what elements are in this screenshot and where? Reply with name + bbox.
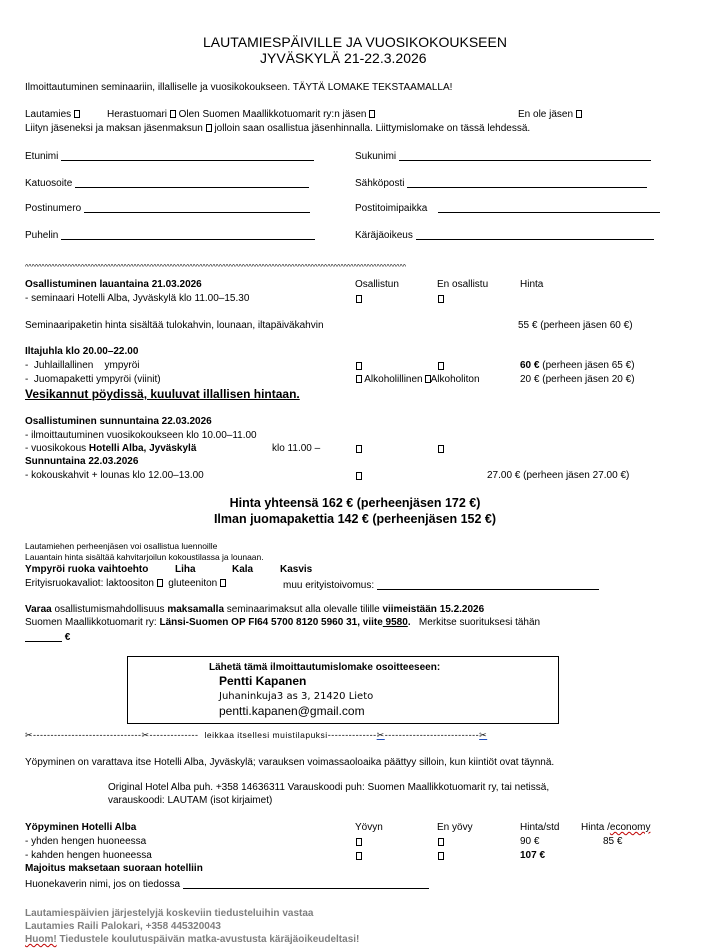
bank-account (25, 617, 540, 628)
join-label-after: jolloin saan osallistua jäsenhinnalla. Liittymislomake on tässä lehdessä. (214, 123, 531, 134)
seminar-not-attend-checkbox[interactable] (438, 295, 444, 303)
payment-text: Varaa (25, 604, 52, 615)
account-number: Länsi-Suomen OP FI64 5700 8120 5960 31, viite (159, 617, 383, 628)
dinner-item: - Juhlaillallinen ympyröi (25, 360, 140, 371)
scissors-icon: ✂ (141, 730, 150, 740)
single-no-stay-checkbox[interactable] (438, 838, 444, 846)
postinumero-field[interactable] (25, 201, 310, 214)
col-price-economy (581, 822, 650, 833)
sukunimi-label: Sukunimi (355, 151, 397, 162)
footer-note-label: Huom! (25, 934, 57, 945)
meeting-not-attend-checkbox[interactable] (438, 445, 444, 453)
etunimi-field[interactable] (25, 149, 314, 162)
single-eco-price: 85 € (603, 836, 623, 847)
join-label: Liityn jäseneksi ja maksan jäsenmaksun (25, 123, 203, 134)
karajaoikeus-field[interactable] (355, 228, 654, 241)
gluten-free-label: gluteeniton (168, 578, 218, 589)
hotel-contact-1: Original Hotel Alba puh. +358 14636311 Varauskoodi puh: Suomen Maallikkotuomarit ry, tai netissä, (108, 782, 550, 793)
herastuomari-label: Herastuomari (107, 109, 168, 120)
water-note: Vesikannut pöydissä, kuuluvat illallisen hintaan. (25, 387, 300, 401)
food-option-liha[interactable]: Liha (175, 564, 196, 575)
hotel-notice: Yöpyminen on varattava itse Hotelli Alba, Jyväskylä; varauksen voimassaoloaika päättyy silloin, kun kiintiöt ovat täynnä. (25, 757, 555, 768)
drinks-options (356, 374, 480, 385)
footer-line-1: Lautamiespäivien järjestelyjä koskeviin tiedusteluihin vastaa (25, 908, 314, 919)
footer-line-2: Lautamies Raili Palokari, +358 445320043 (25, 921, 221, 932)
katuosoite-label: Katuosoite (25, 178, 73, 189)
saturday-price-note: Lauantain hinta sisältää kahvitarjoilun kokoustilassa ja lounaan. (25, 552, 264, 562)
pay-direct-note: Majoitus maksetaan suoraan hotelliin (25, 863, 203, 874)
single-stay-checkbox[interactable] (356, 838, 362, 846)
herastuomari-row (107, 109, 375, 120)
member-label: Olen Suomen Maallikkotuomarit ry:n jäsen (178, 109, 367, 120)
postitoimipaikka-label: Postitoimipaikka (355, 203, 428, 214)
sahkoposti-label: Sähköposti (355, 178, 405, 189)
payment-text: seminaarimaksut alla olevalle tilille (224, 604, 383, 615)
payment-deadline (25, 604, 484, 615)
cut-line: ✂-------------------------------✂-------------- leikkaa itsellesi muistilapuksi--------------✂---------------------------✂ (25, 730, 488, 740)
dinner-price (520, 360, 635, 371)
sunday-subheading: Sunnuntaina 22.03.2026 (25, 456, 139, 467)
meeting-location: Hotelli Alba, Jyväskylä (88, 443, 197, 454)
double-std-price: 107 € (520, 850, 546, 861)
lautamies-checkbox[interactable] (74, 110, 80, 118)
col-stay: Yövyn (355, 822, 383, 833)
not-member-checkbox[interactable] (576, 110, 582, 118)
double-no-stay-checkbox[interactable] (438, 852, 444, 860)
sahkoposti-field[interactable] (355, 176, 647, 189)
cut-line-label: leikkaa itsellesi muistilapuksi (204, 730, 328, 740)
lactose-free-checkbox[interactable] (157, 579, 163, 587)
dinner-price-main: 60 € (520, 360, 540, 371)
karajaoikeus-label: Käräjäoikeus (355, 230, 413, 241)
send-name: Pentti Kapanen (219, 674, 307, 688)
evening-heading: Iltajuhla klo 20.00–22.00 (25, 346, 139, 357)
package-price: 55 € (perheen jäsen 60 €) (518, 320, 633, 331)
not-member-row (518, 109, 582, 120)
non-alcoholic-label: Alkoholiton (430, 374, 480, 385)
other-wish-line[interactable] (377, 578, 599, 590)
footer-line-3 (25, 934, 359, 945)
registration-item: - ilmoittautuminen vuosikokoukseen klo 10.00–11.00 (25, 430, 257, 441)
karajaoikeus-line[interactable] (416, 228, 654, 240)
other-wish-label: muu erityistoivomus: (283, 580, 375, 591)
seminar-attend-checkbox[interactable] (356, 295, 362, 303)
food-option-kala[interactable]: Kala (232, 564, 254, 575)
food-choice-label: Ympyröi ruoka vaihtoehto (25, 564, 149, 575)
package-info: Seminaaripaketin hinta sisältää tulokahvin, lounaan, iltapäiväkahvin (25, 320, 324, 331)
intro-text: Ilmoittautuminen seminaariin, illalliselle ja vuosikokoukseen. TÄYTÄ LOMAKE TEKSTAAMALLA! (25, 82, 453, 93)
meeting-time: klo 11.00 – (272, 443, 321, 454)
send-email: pentti.kapanen@gmail.com (219, 704, 365, 718)
drinks-item: - Juomapaketti ympyröi (viinit) (25, 374, 161, 385)
dinner-not-attend-checkbox[interactable] (438, 362, 444, 370)
puhelin-line[interactable] (61, 228, 315, 240)
account-holder: Suomen Maallikkotuomarit ry: (25, 617, 160, 628)
gluten-free-checkbox[interactable] (220, 579, 226, 587)
meeting-label: - vuosikokous (25, 443, 89, 454)
alcoholic-checkbox[interactable] (356, 375, 362, 383)
seminar-item: - seminaari Hotelli Alba, Jyväskylä klo 11.00–15.30 (25, 293, 250, 304)
col-no-stay: En yövy (437, 822, 473, 833)
payment-amount-line[interactable] (25, 630, 62, 642)
sahkoposti-line[interactable] (407, 176, 647, 188)
other-wish-field[interactable] (283, 578, 599, 591)
etunimi-label: Etunimi (25, 151, 59, 162)
payment-text: osallistumismahdollisuus (51, 604, 168, 615)
puhelin-field[interactable] (25, 228, 315, 241)
send-address: Juhaninkuja3 as 3, 21420 Lieto (219, 691, 374, 702)
saturday-heading: Osallistuminen lauantaina 21.03.2026 (25, 279, 202, 290)
price-eco-label: Hinta / (581, 822, 610, 833)
single-std-price: 90 € (520, 836, 540, 847)
total-price: Hinta yhteensä 162 € (perheenjäsen 172 €) (229, 496, 481, 510)
punct: . (407, 617, 411, 628)
postitoimipaikka-line[interactable] (438, 201, 660, 213)
footer-note-text: Tiedustele koulutuspäivän matka-avustusta käräjäoikeudeltasi! (56, 934, 360, 945)
member-checkbox[interactable] (369, 110, 375, 118)
puhelin-label: Puhelin (25, 230, 59, 241)
double-stay-checkbox[interactable] (356, 852, 362, 860)
payment-amount-field[interactable] (25, 630, 70, 643)
dinner-price-family: (perheen jäsen 65 €) (539, 360, 635, 371)
sukunimi-line[interactable] (399, 149, 651, 161)
double-room: - kahden hengen huoneessa (25, 850, 152, 861)
join-row (25, 123, 530, 134)
etunimi-line[interactable] (61, 149, 314, 161)
hotel-heading: Yöpyminen Hotelli Alba (25, 822, 137, 833)
postinumero-label: Postinumero (25, 203, 82, 214)
mark-payment-label: Merkitse suorituksesi tähän (410, 617, 541, 628)
katuosoite-field[interactable] (25, 176, 309, 189)
hotel-contact-2: varauskoodi: LAUTAM (isot kirjaimet) (108, 795, 273, 806)
price-eco-word: economy (609, 822, 651, 833)
katuosoite-line[interactable] (75, 176, 309, 188)
postinumero-line[interactable] (84, 201, 310, 213)
scissors-icon: ✂ (25, 730, 34, 740)
sukunimi-field[interactable] (355, 149, 651, 162)
meeting-item (25, 443, 196, 454)
food-option-kasvis[interactable]: Kasvis (280, 564, 313, 575)
lautamies-label: Lautamies (25, 109, 72, 120)
euro-sign: € (64, 632, 71, 643)
page-subtitle: JYVÄSKYLÄ 21-22.3.2026 (260, 50, 427, 66)
lactose-free-label: Erityisruokavaliot: laktoositon (25, 578, 154, 589)
col-price: Hinta (520, 279, 544, 290)
single-room: - yhden hengen huoneessa (25, 836, 147, 847)
separator-line: ^^^^^^^^^^^^^^^^^^^^^^^^^^^^^^^^^^^^^^^^^^^^^^^^^^^^^^^^^^^^^^^^^^^^^^^^^^^^^^^^^^^^^^^^^^^^^^^^^^^^^^^^^^^^^^^^^^^^ (25, 264, 407, 271)
roommate-field[interactable] (25, 877, 429, 890)
herastuomari-checkbox[interactable] (170, 110, 176, 118)
total-without-drinks: Ilman juomapakettia 142 € (perheenjäsen 152 €) (213, 512, 497, 526)
scissors-icon: ✂ (376, 730, 385, 740)
send-heading: Lähetä tämä ilmoittautumislomake osoitteeseen: (209, 662, 441, 673)
dinner-attend-checkbox[interactable] (356, 362, 362, 370)
drinks-price: 20 € (perheen jäsen 20 €) (520, 374, 635, 385)
col-not-attend: En osallistu (437, 279, 489, 290)
col-attend: Osallistun (355, 279, 399, 290)
lunch-price: 27.00 € (perheen jäsen 27.00 €) (487, 470, 630, 481)
page-title: LAUTAMIESPÄIVILLE JA VUOSIKOKOUKSEEN (203, 34, 507, 50)
col-price-std: Hinta/std (520, 822, 560, 833)
payment-deadline-date: viimeistään 15.2.2026 (382, 604, 485, 615)
sunday-heading: Osallistuminen sunnuntaina 22.03.2026 (25, 416, 212, 427)
family-note: Lautamiehen perheenjäsen voi osallistua luennoille (25, 541, 218, 551)
join-checkbox[interactable] (206, 124, 212, 132)
not-member-label: En ole jäsen (518, 109, 574, 120)
lunch-item: - kokouskahvit + lounas klo 12.00–13.00 (25, 470, 204, 481)
lunch-attend-checkbox[interactable] (356, 472, 362, 480)
reference-number: 9580 (382, 617, 408, 628)
roommate-line[interactable] (183, 877, 429, 889)
alcoholic-label: Alkoholillinen (364, 374, 423, 385)
scissors-icon: ✂ (479, 730, 488, 740)
payment-text: maksamalla (167, 604, 225, 615)
meeting-attend-checkbox[interactable] (356, 445, 362, 453)
membership-row (25, 109, 80, 120)
diet-row (25, 578, 226, 589)
postitoimipaikka-field[interactable] (355, 201, 660, 214)
roommate-label: Huonekaverin nimi, jos on tiedossa (25, 879, 181, 890)
